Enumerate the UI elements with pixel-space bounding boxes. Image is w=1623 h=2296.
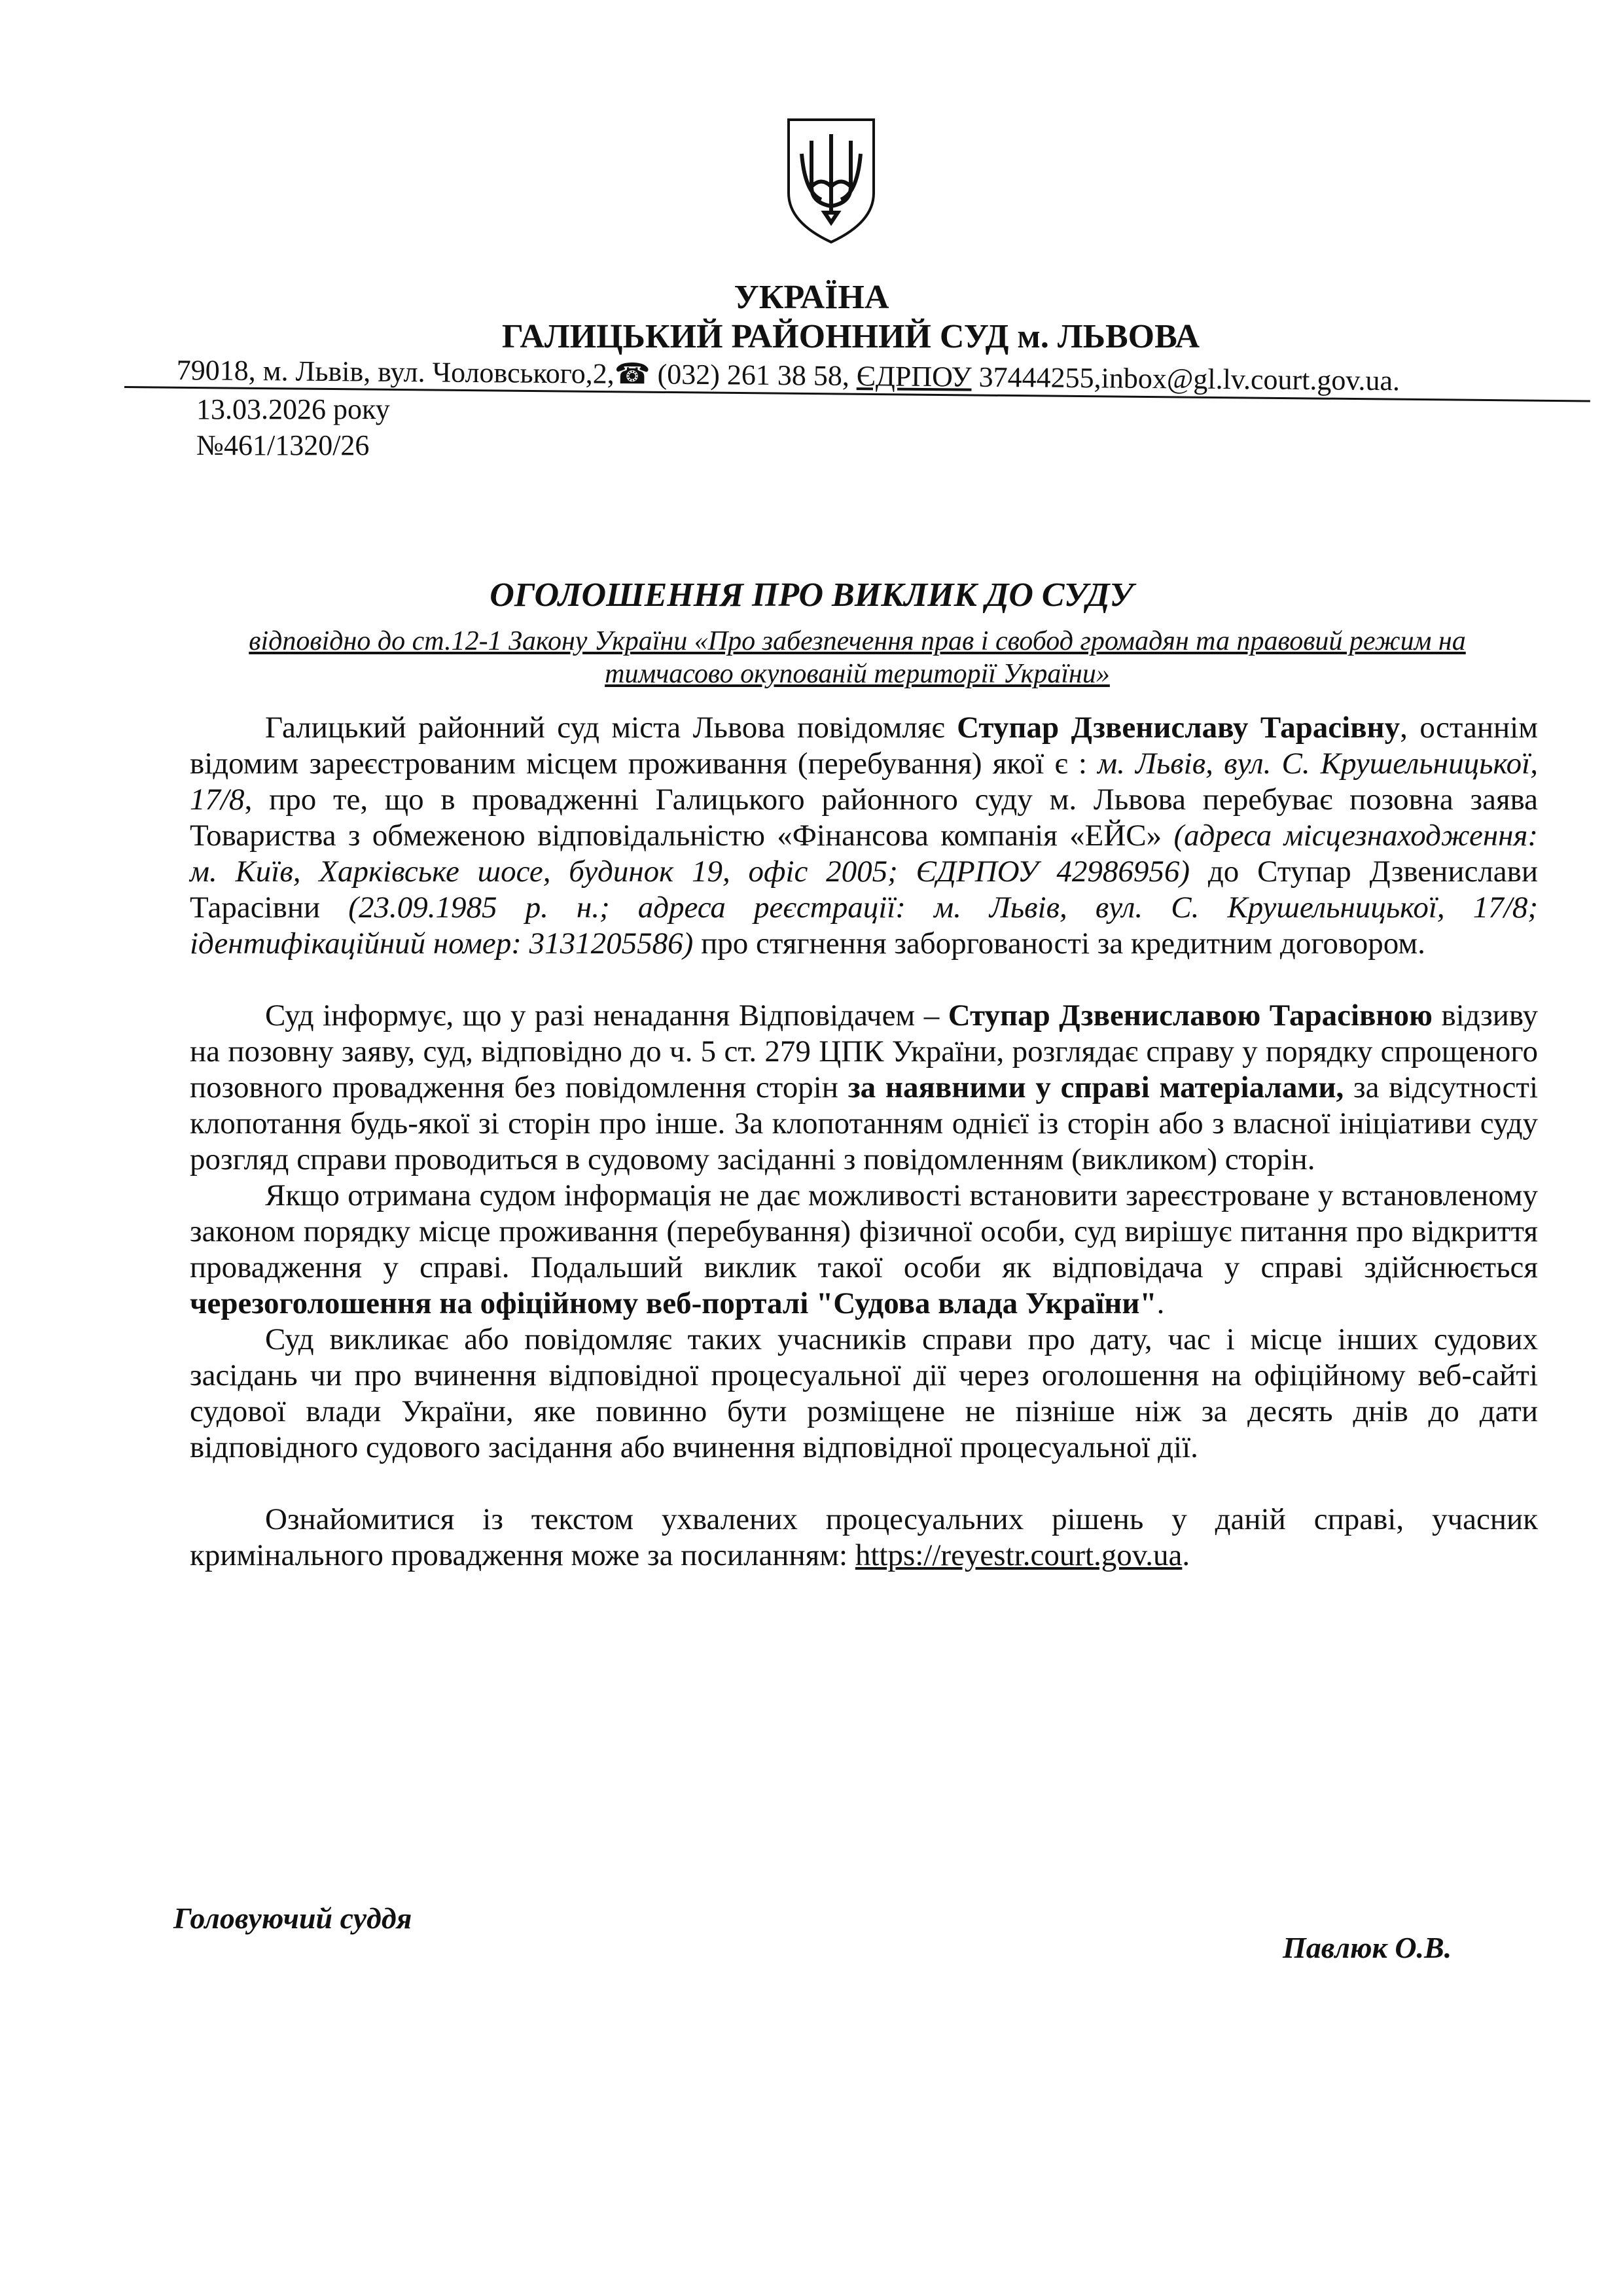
defendant-address: м. Львів, вул. С. Крушельницької, 17/8 — [190, 747, 1538, 817]
document-heading: ОГОЛОШЕННЯ ПРО ВИКЛИК ДО СУДУ — [490, 576, 1133, 614]
plaintiff-details: (адреса місцезнаходження: м. Київ, Харківське шосе, будинок 19, офіс 2005; ЄДРПОУ 42986956) — [190, 819, 1538, 889]
emphasis: черезоголошення на офіційному веб-порталі "Судова влада України" — [190, 1286, 1157, 1320]
defendant-name: Ступар Дзвениславою Тарасівною — [948, 998, 1433, 1033]
paragraph-notification: Суд викликає або повідомляє таких учасників справи про дату, час і місце інших судових засідань чи про вчинення відповідної процесуальної дії через оголошення на офіційному веб-сайті судової влади України, яке повинно бути розміщене не пізніше ніж за десять днів до дати відповідного судового засідання або вчинення відповідної процесуальної дії. — [190, 1322, 1538, 1464]
country-name: УКРАЇНА — [734, 279, 889, 316]
defendant-details: (23.09.1985 р. н.; адреса реєстрації: м. Львів, вул. С. Крушельницької, 17/8; ідентифікаційний номер: 3131205586) — [190, 891, 1538, 961]
text: Ознайомитися із текстом ухвалених процесуальних рішень у даній справі, учасник кримінального провадження може за посиланням: — [190, 1502, 1538, 1572]
text: . — [1182, 1538, 1190, 1572]
court-phone: (032) 261 38 58, — [650, 358, 857, 393]
document-number: №461/1320/26 — [196, 429, 370, 461]
document-subtitle: відповідно до ст.12-1 Закону України «Про забезпечення прав і свобод громадян та правовий режим на тимчасово окупованій території України» — [249, 626, 1466, 689]
document-date: 13.03.2026 року — [196, 393, 390, 425]
text: Суд інформує, що у разі ненадання Відповідачем – — [265, 998, 948, 1033]
edrpou-email: 37444255,inbox@gl.lv.court.gov.ua. — [971, 361, 1400, 397]
court-name: ГАЛИЦЬКИЙ РАЙОННИЙ СУД м. ЛЬВОВА — [501, 318, 1200, 355]
registry-link[interactable]: https://reyestr.court.gov.ua — [855, 1538, 1183, 1572]
text: Якщо отримана судом інформація не дає можливості встановити зареєстроване у встановленому законом порядку місце проживання (перебування) фізичної особи, суд вирішує питання про відкриття провадження у справі. Подальший виклик такої особи як відповідача у справі здійснюється — [190, 1178, 1538, 1284]
text: , останнім відомим зареєстрованим місцем проживання (перебування) якої є : — [190, 711, 1538, 781]
text: за відсутності клопотання будь-якої зі сторін про інше. За клопотанням однієї із сторін або з власної ініціативи суду розгляд справи проводиться в судовому засіданні з повідомленням (викликом) сторін. — [190, 1070, 1539, 1176]
edrpou-label: ЄДРПОУ — [856, 360, 972, 393]
text: , про те, що в провадженні Галицького районного суду м. Львова перебуває позовна заява Товариства з обмеженою відповідальністю «Фінансова компанія «ЕЙС» — [190, 783, 1538, 853]
text: про стягнення заборгованості за кредитним договором. — [693, 927, 1425, 961]
telephone-icon: ☎ — [614, 357, 651, 391]
court-address: 79018, м. Львів, вул. Чоловського,2, — [176, 353, 615, 390]
signature-name: Павлюк О.В. — [1283, 1931, 1452, 1964]
court-contacts — [177, 353, 1400, 397]
signature-title: Головуючий суддя — [173, 1901, 412, 1935]
document-body — [190, 710, 1538, 1610]
text: Галицький районний суд міста Львова повідомляє — [265, 711, 957, 745]
text: до Ступар Дзвенислави Тарасівни — [190, 855, 1538, 925]
text: . — [1156, 1286, 1165, 1320]
text: відзиву на позовну заяву, суд, відповідно до ч. 5 ст. 279 ЦПК України, розглядає справу у порядку спрощеного позовного провадження без повідомлення сторін — [190, 998, 1538, 1104]
paragraph-summons — [190, 1178, 1538, 1322]
paragraph-registry — [190, 1502, 1538, 1574]
paragraph-procedure — [190, 998, 1538, 1178]
paragraph-notice — [190, 710, 1538, 962]
defendant-name: Ступар Дзвениславу Тарасівну — [957, 711, 1400, 745]
emphasis: за наявними у справі матеріалами, — [847, 1070, 1344, 1104]
trident-coat-of-arms-icon — [782, 115, 880, 245]
